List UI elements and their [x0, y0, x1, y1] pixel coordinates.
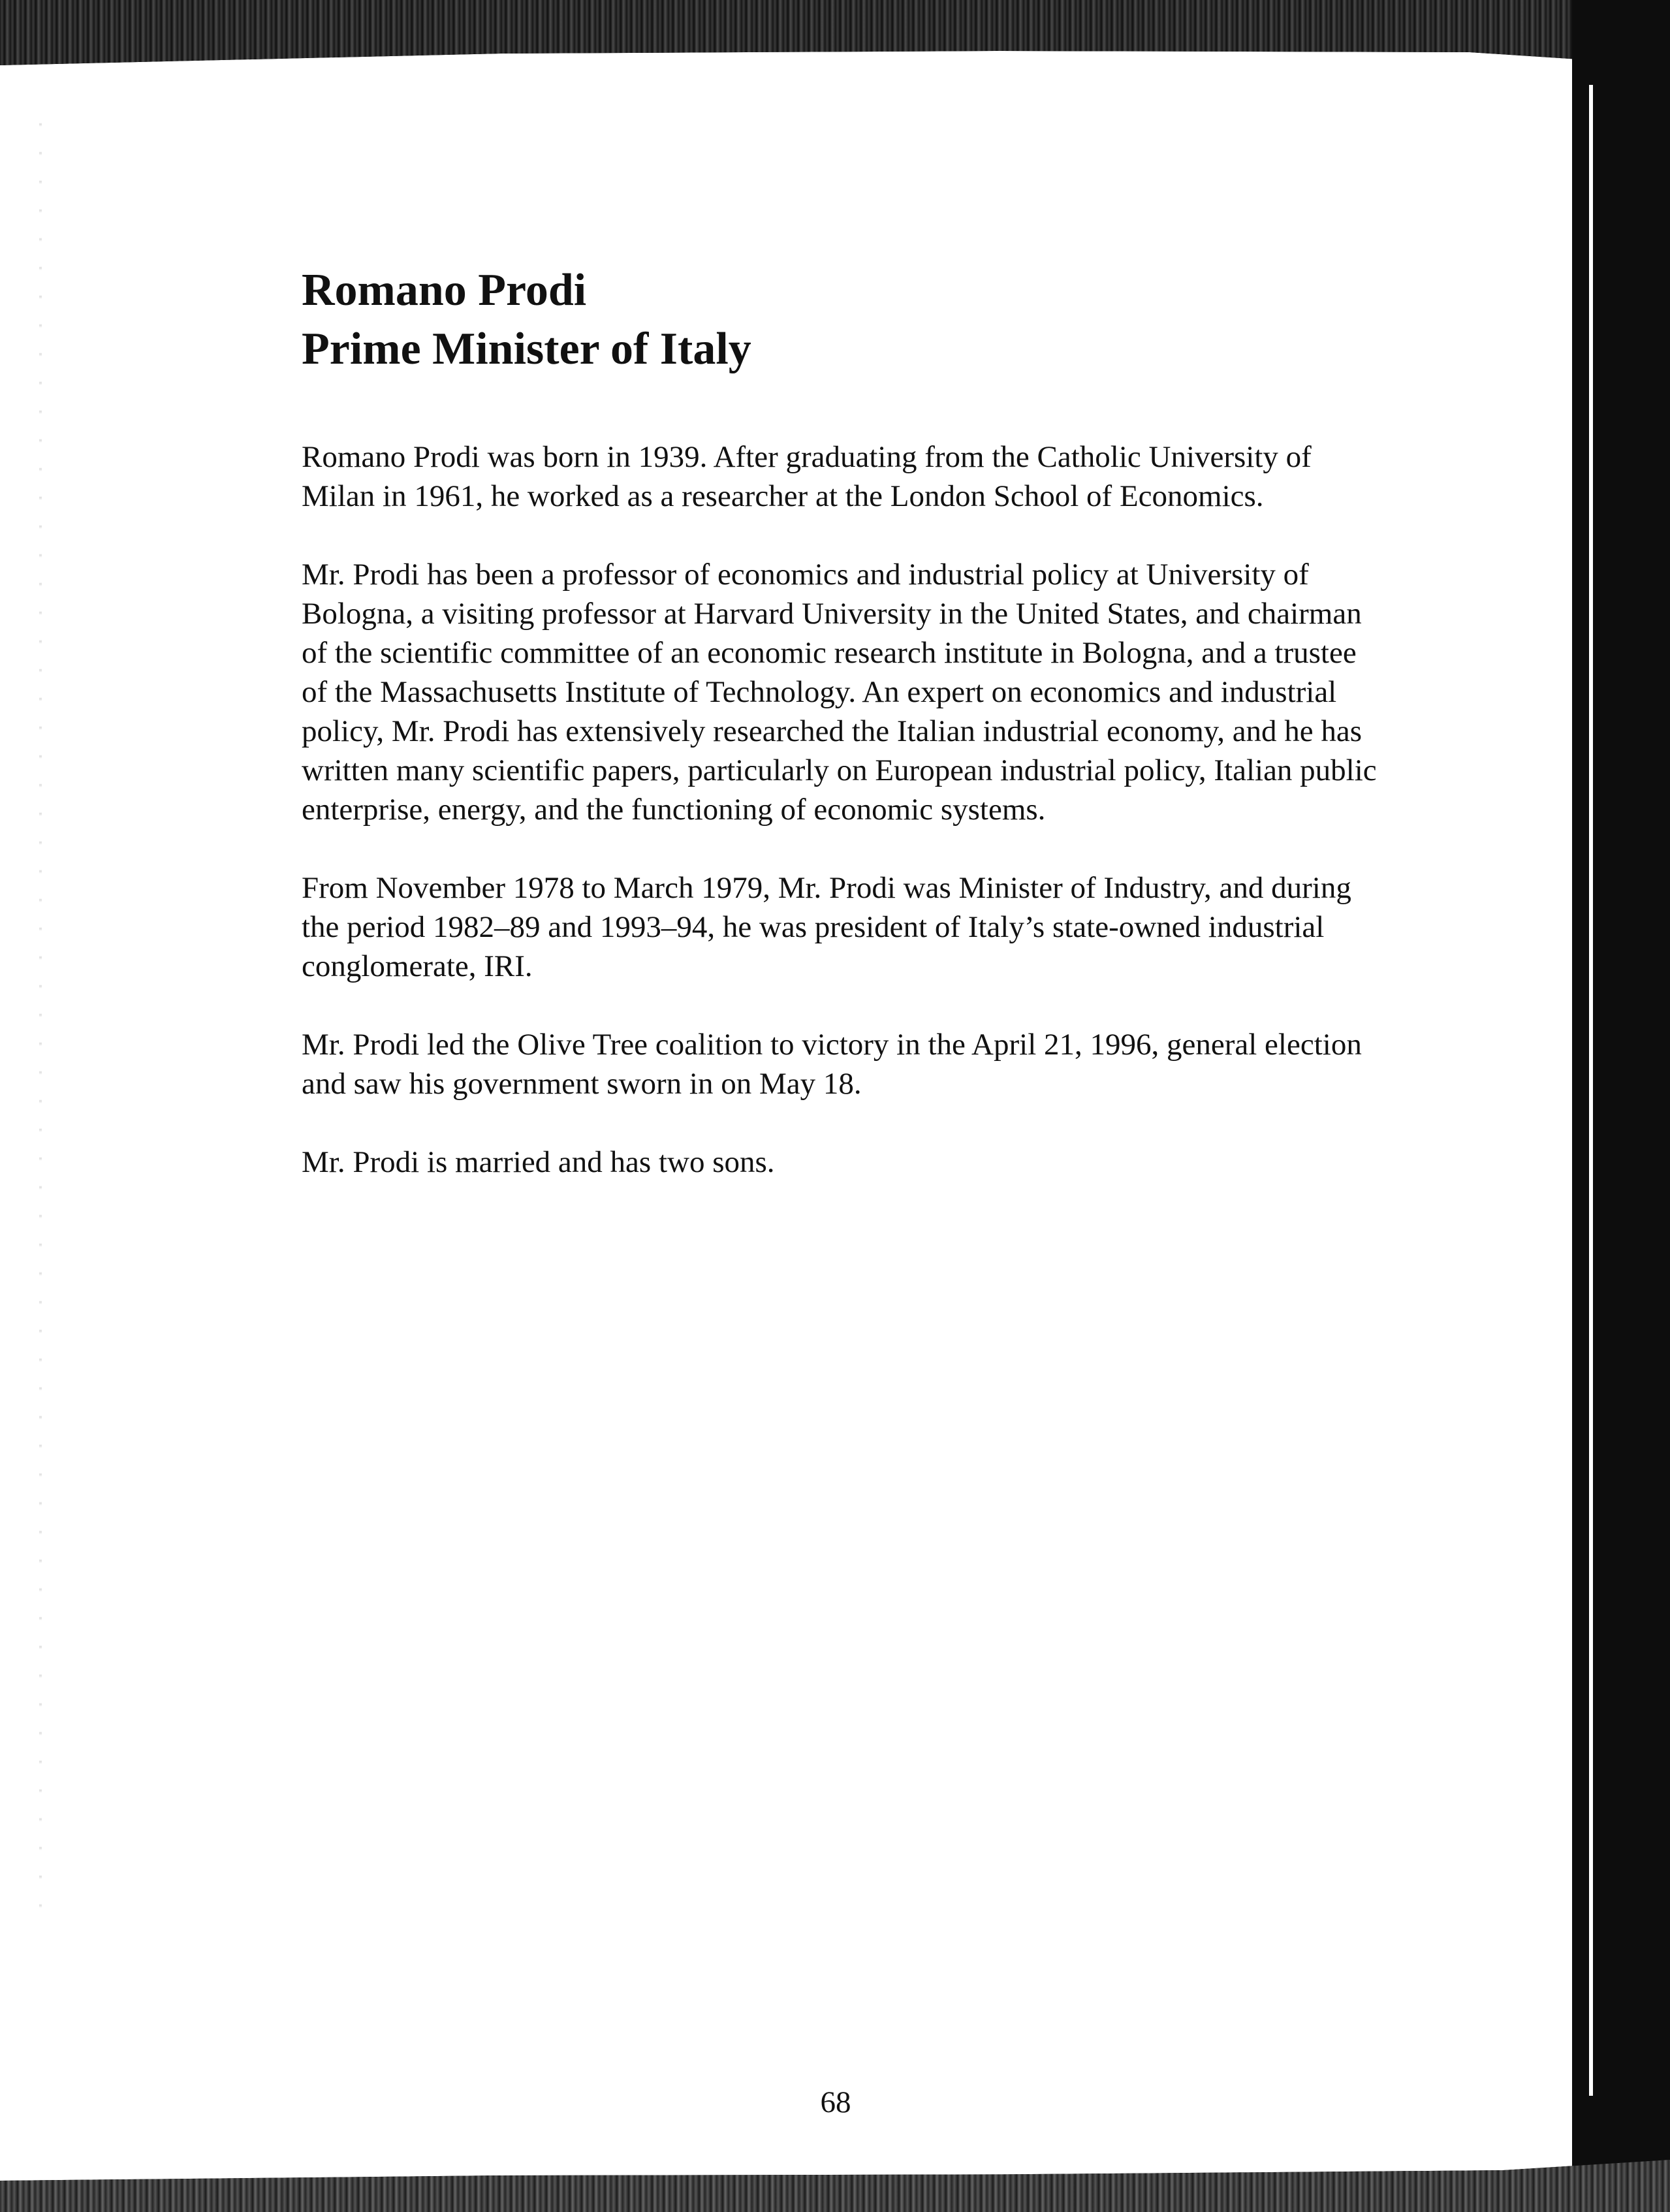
- document-body: [302, 261, 1385, 1182]
- scan-left-specks: [39, 98, 42, 1926]
- scan-border-right: [1572, 0, 1670, 2212]
- title-position: Prime Minister of Italy: [302, 324, 751, 374]
- page-number: 68: [820, 2085, 851, 2119]
- title-name: Romano Prodi: [302, 265, 587, 315]
- paragraph-early-life: Romano Prodi was born in 1939. After graduating from the Catholic University of Milan in 1961, he worked as a researcher at the London School of Economics.: [302, 440, 1312, 513]
- paragraph-family: Mr. Prodi is married and has two sons.: [302, 1145, 775, 1179]
- scan-border-top: [0, 0, 1670, 65]
- document-title: [302, 261, 1385, 379]
- scan-border-bottom: [0, 2160, 1670, 2212]
- paragraph-academic-career: Mr. Prodi has been a professor of economics and industrial policy at University of Bologna, a visiting professor at Harvard University in the United States, and chairman of the scientific committee of an economic research institute in Bologna, and a trustee of the Massachusetts Institute of Technology. An expert on economics and industrial policy, Mr. Prodi has extensively researched the Italian industrial economy, and he has written many scientific papers, particularly on European industrial policy, Italian public enterprise, energy, and the functioning of economic systems.: [302, 558, 1377, 827]
- paragraph-election: Mr. Prodi led the Olive Tree coalition to victory in the April 21, 1996, general election and saw his government sworn in on May 18.: [302, 1028, 1362, 1101]
- paragraph-government-roles: From November 1978 to March 1979, Mr. Prodi was Minister of Industry, and during the period 1982–89 and 1993–94, he was president of Italy’s state-owned industrial conglomerate, IRI.: [302, 871, 1351, 983]
- scan-edge-line: [1589, 85, 1593, 2096]
